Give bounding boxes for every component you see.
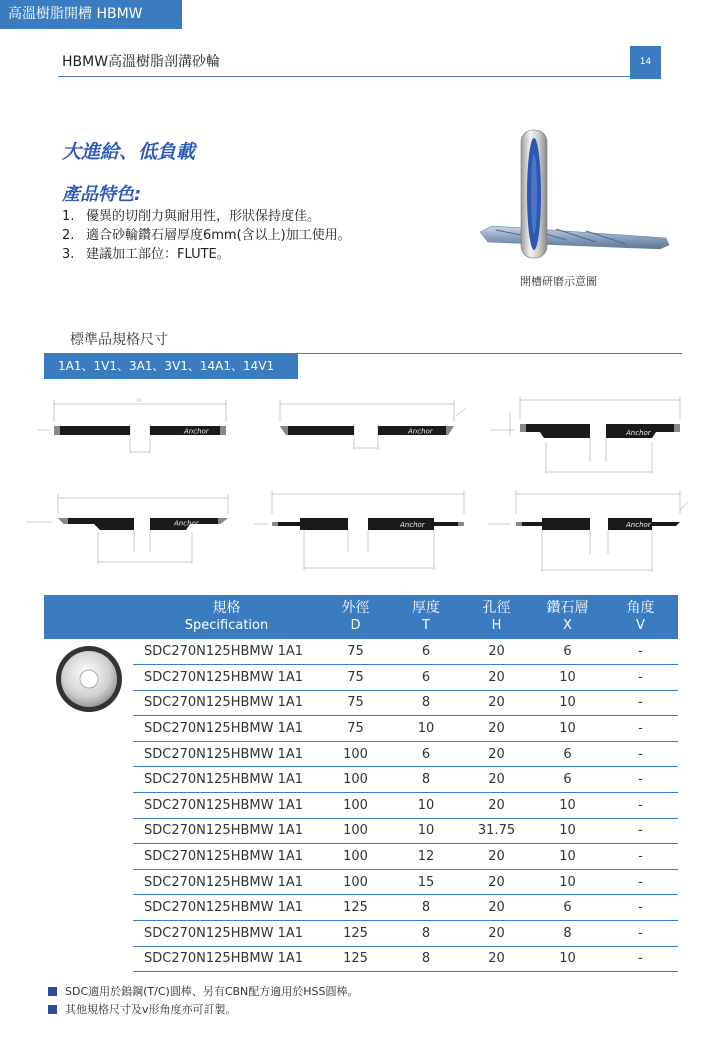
- table-row: [44, 818, 678, 844]
- angle-cell: -: [603, 869, 678, 895]
- feature-item: [62, 245, 351, 264]
- diamond-layer-cell: 6: [532, 639, 603, 665]
- diameter-cell: 75: [320, 639, 391, 665]
- brand-label: Anchor: [400, 521, 425, 529]
- header-label-zh: 外徑: [341, 600, 370, 616]
- diameter-cell: 100: [320, 767, 391, 793]
- diameter-cell: 100: [320, 818, 391, 844]
- brand-label: Anchor: [626, 429, 651, 437]
- diameter-cell: 125: [320, 895, 391, 921]
- header-diamond-layer: [532, 595, 603, 639]
- diamond-layer-cell: 10: [532, 665, 603, 691]
- table-row: [44, 741, 678, 767]
- feature-item: [62, 226, 351, 245]
- thickness-cell: 6: [391, 665, 461, 691]
- angle-cell: -: [603, 921, 678, 947]
- standard-title: 標準品規格尺寸: [70, 332, 168, 348]
- features-title: 產品特色:: [62, 184, 142, 205]
- diagram-3a1: [484, 390, 684, 480]
- angle-cell: -: [603, 741, 678, 767]
- page-title: HBMW高溫樹脂剖溝砂輪: [62, 54, 221, 70]
- thickness-cell: 15: [391, 869, 461, 895]
- diamond-layer-cell: 6: [532, 895, 603, 921]
- thickness-cell: 8: [391, 921, 461, 947]
- feature-number: 3.: [62, 247, 75, 262]
- spec-table: [44, 595, 678, 972]
- section-tab: 高溫樹脂開槽 HBMW: [0, 0, 182, 29]
- header-label-en: H: [491, 618, 502, 633]
- table-header-row: [44, 595, 678, 639]
- illustration-caption: 開槽研磨示意圖: [520, 275, 597, 288]
- diameter-cell: 125: [320, 946, 391, 972]
- table-row: [44, 767, 678, 793]
- bore-cell: 20: [461, 895, 532, 921]
- diamond-layer-cell: 8: [532, 921, 603, 947]
- thickness-cell: 12: [391, 844, 461, 870]
- diagram-14a1: [250, 486, 470, 576]
- bore-cell: 20: [461, 869, 532, 895]
- diagram-3v1: [22, 488, 237, 578]
- header-spec: [133, 595, 320, 639]
- bore-cell: 20: [461, 639, 532, 665]
- diamond-layer-cell: 6: [532, 741, 603, 767]
- header-outer-diameter: [320, 595, 391, 639]
- diameter-cell: 100: [320, 741, 391, 767]
- feature-text: 建議加工部位：FLUTE。: [86, 247, 230, 262]
- bore-cell: 20: [461, 741, 532, 767]
- thickness-cell: 6: [391, 639, 461, 665]
- diagram-1v1: [258, 392, 473, 462]
- spec-cell: SDC270N125HBMW 1A1: [133, 844, 320, 870]
- square-bullet-icon: [48, 1005, 57, 1014]
- brand-label: Anchor: [174, 519, 199, 528]
- brand-label: Anchor: [184, 427, 209, 436]
- thickness-cell: 10: [391, 716, 461, 742]
- header-label-zh: 孔徑: [482, 600, 511, 616]
- diamond-layer-cell: 10: [532, 793, 603, 819]
- angle-cell: -: [603, 818, 678, 844]
- spec-cell: SDC270N125HBMW 1A1: [133, 767, 320, 793]
- bore-cell: 20: [461, 844, 532, 870]
- header-label-zh: 角度: [626, 600, 655, 616]
- header-thickness: [391, 595, 461, 639]
- feature-number: 2.: [62, 228, 75, 243]
- thickness-cell: 8: [391, 767, 461, 793]
- diameter-cell: 75: [320, 716, 391, 742]
- brand-label: Anchor: [626, 521, 651, 529]
- bore-cell: 20: [461, 767, 532, 793]
- spec-cell: SDC270N125HBMW 1A1: [133, 793, 320, 819]
- bore-cell: 20: [461, 946, 532, 972]
- thickness-cell: 10: [391, 818, 461, 844]
- spec-cell: SDC270N125HBMW 1A1: [133, 895, 320, 921]
- header-angle: [603, 595, 678, 639]
- diameter-cell: 75: [320, 690, 391, 716]
- slogan: 大進給、低負載: [62, 141, 196, 163]
- table-row: [44, 665, 678, 691]
- brand-label: Anchor: [408, 427, 433, 436]
- angle-cell: -: [603, 767, 678, 793]
- header-divider: [58, 76, 630, 77]
- angle-cell: -: [603, 665, 678, 691]
- features-list: [62, 207, 351, 264]
- diagram-14v1: [484, 486, 690, 576]
- table-row: [44, 921, 678, 947]
- bore-cell: 20: [461, 716, 532, 742]
- angle-cell: -: [603, 793, 678, 819]
- header-image-cell: [44, 595, 133, 639]
- spec-cell: SDC270N125HBMW 1A1: [133, 639, 320, 665]
- thickness-cell: 8: [391, 946, 461, 972]
- table-row: [44, 716, 678, 742]
- header-label-zh: 規格: [212, 600, 241, 616]
- spec-cell: SDC270N125HBMW 1A1: [133, 741, 320, 767]
- spec-cell: SDC270N125HBMW 1A1: [133, 869, 320, 895]
- diamond-layer-cell: 10: [532, 818, 603, 844]
- angle-cell: -: [603, 716, 678, 742]
- diamond-layer-cell: 10: [532, 690, 603, 716]
- feature-text: 優異的切削力與耐用性，形狀保持度佳。: [86, 209, 321, 224]
- header-bore: [461, 595, 532, 639]
- svg-text:D: D: [137, 398, 141, 404]
- thickness-cell: 10: [391, 793, 461, 819]
- diamond-layer-cell: 10: [532, 716, 603, 742]
- header-label-en: V: [636, 618, 645, 633]
- wheel-types-tag: 1A1、1V1、3A1、3V1、14A1、14V1: [44, 354, 298, 379]
- angle-cell: -: [603, 690, 678, 716]
- thickness-cell: 6: [391, 741, 461, 767]
- feature-text: 適合砂輪鑽石層厚度6mm(含以上)加工使用。: [86, 228, 351, 243]
- angle-cell: -: [603, 639, 678, 665]
- notes-list: [48, 983, 359, 1019]
- diamond-layer-cell: 6: [532, 767, 603, 793]
- note-item: [48, 983, 359, 1001]
- diamond-layer-cell: 10: [532, 844, 603, 870]
- diameter-cell: 75: [320, 665, 391, 691]
- diameter-cell: 100: [320, 793, 391, 819]
- bore-cell: 20: [461, 665, 532, 691]
- spec-cell: SDC270N125HBMW 1A1: [133, 818, 320, 844]
- bore-cell: 31.75: [461, 818, 532, 844]
- thickness-cell: 8: [391, 690, 461, 716]
- header-label-en: T: [422, 618, 430, 633]
- table-row: [44, 895, 678, 921]
- table-row: [44, 639, 678, 665]
- diagram-1a1: [34, 392, 234, 462]
- feature-number: 1.: [62, 209, 75, 224]
- square-bullet-icon: [48, 987, 57, 996]
- diameter-cell: 100: [320, 869, 391, 895]
- table-row: [44, 690, 678, 716]
- spec-cell: SDC270N125HBMW 1A1: [133, 716, 320, 742]
- header-label-en: D: [350, 618, 361, 633]
- page-number: 14: [630, 46, 661, 79]
- grinding-illustration: [476, 128, 676, 263]
- table-row: [44, 844, 678, 870]
- header-label-en: X: [563, 618, 572, 633]
- note-item: [48, 1001, 359, 1019]
- spec-cell: SDC270N125HBMW 1A1: [133, 921, 320, 947]
- spec-cell: SDC270N125HBMW 1A1: [133, 665, 320, 691]
- angle-cell: -: [603, 844, 678, 870]
- header-label-zh: 厚度: [412, 600, 440, 616]
- header-label-zh: 鑽石層: [546, 600, 589, 616]
- table-row: [44, 946, 678, 972]
- product-image-cell: [44, 639, 133, 972]
- bore-cell: 20: [461, 793, 532, 819]
- diameter-cell: 125: [320, 921, 391, 947]
- diameter-cell: 100: [320, 844, 391, 870]
- note-text: 其他規格尺寸及v形角度亦可訂製。: [65, 1003, 237, 1016]
- angle-cell: -: [603, 946, 678, 972]
- table-row: [44, 869, 678, 895]
- wheel-photo: [55, 645, 123, 713]
- bore-cell: 20: [461, 921, 532, 947]
- spec-cell: SDC270N125HBMW 1A1: [133, 690, 320, 716]
- thickness-cell: 8: [391, 895, 461, 921]
- diamond-layer-cell: 10: [532, 869, 603, 895]
- table-row: [44, 793, 678, 819]
- bore-cell: 20: [461, 690, 532, 716]
- header-label-en: Specification: [184, 618, 269, 633]
- feature-item: [62, 207, 351, 226]
- angle-cell: -: [603, 895, 678, 921]
- note-text: SDC適用於鎢鋼(T/C)圓棒、另有CBN配方適用於HSS圓棒。: [65, 985, 359, 998]
- spec-cell: SDC270N125HBMW 1A1: [133, 946, 320, 972]
- diamond-layer-cell: 10: [532, 946, 603, 972]
